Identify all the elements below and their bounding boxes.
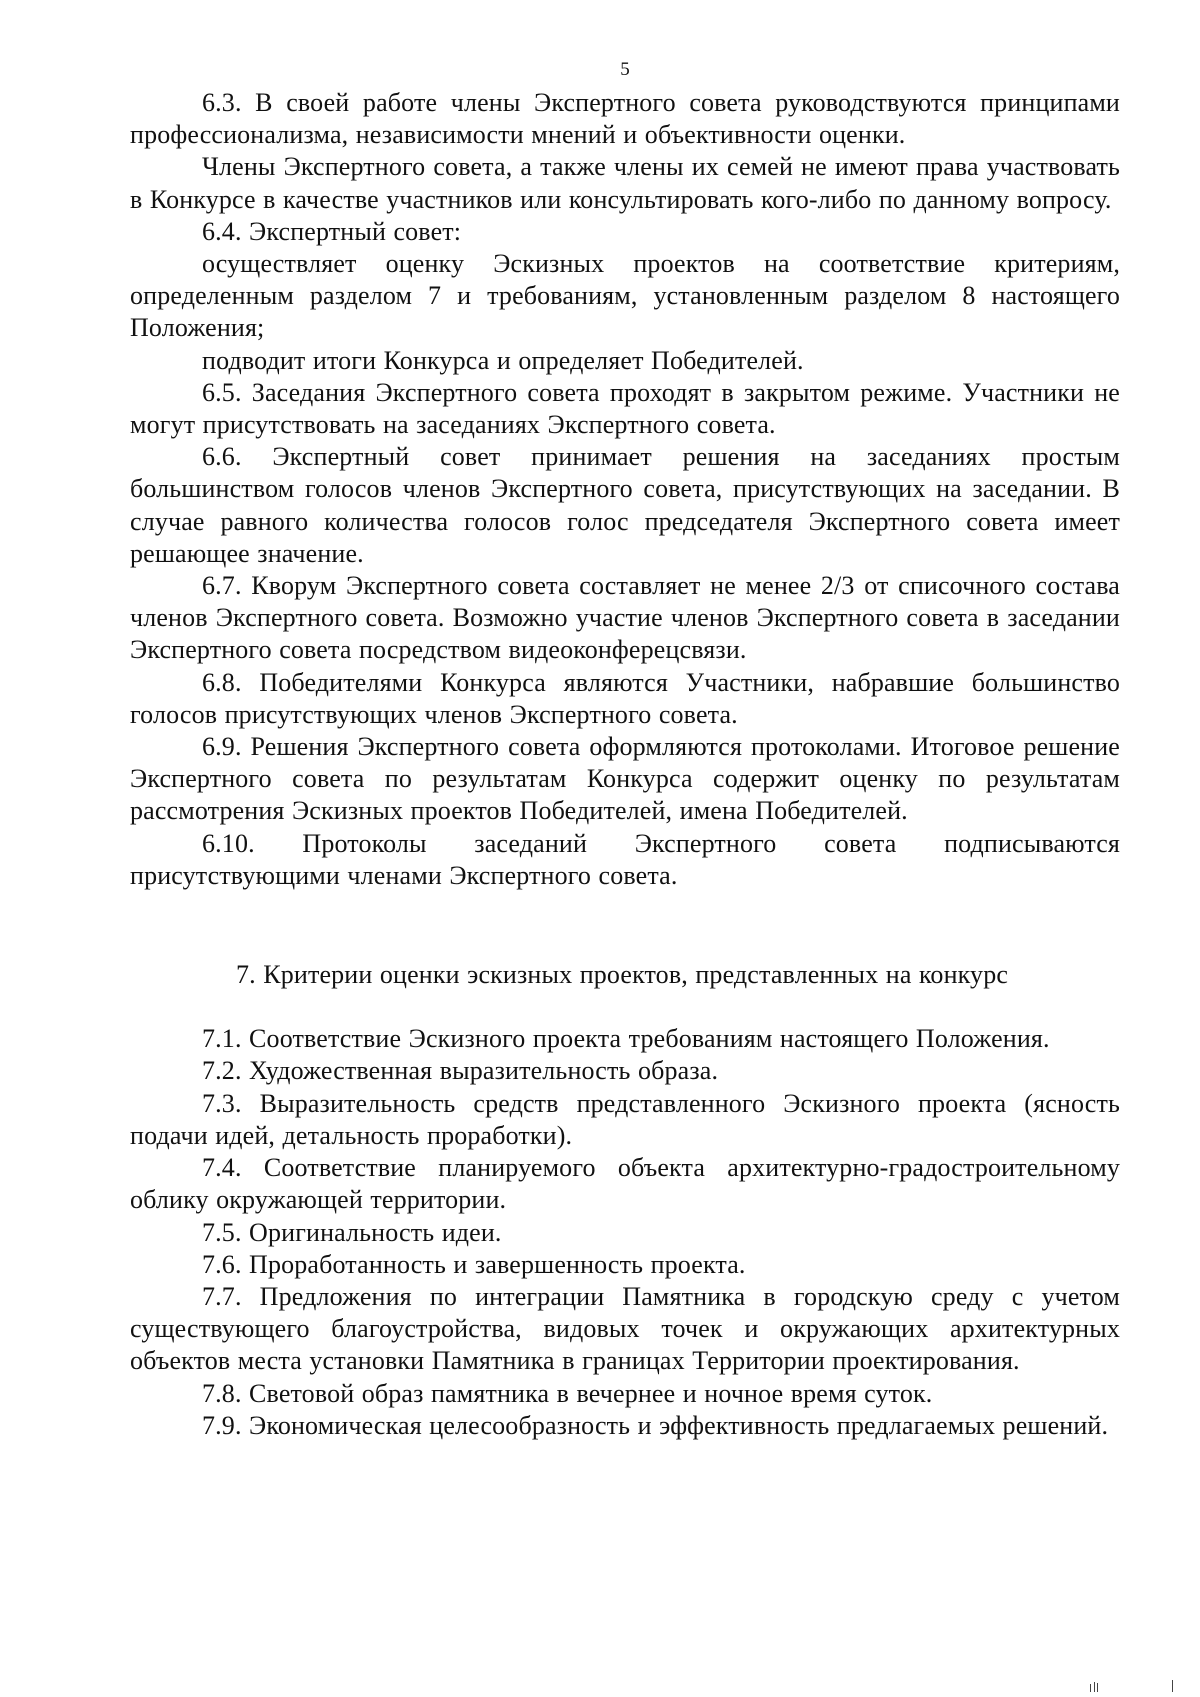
spacer [130,991,1120,1023]
criterion-7-4: 7.4. Соответствие планируемого объекта архитектурно-градостроительному облику окружающей территории. [130,1153,1120,1215]
paragraph-6-9: 6.9. Решения Экспертного совета оформляются протоколами. Итоговое решение Экспертного совета по результатам Конкурса содержит оценку по результатам рассмотрения Эскизных проектов Победителей, имена Победителей. [130,732,1120,826]
paragraph-6-10: 6.10. Протоколы заседаний Экспертного совета подписываются присутствующими членами Экспертного совета. [130,828,1120,890]
criterion-7-5: 7.5. Оригинальность идеи. [202,1217,502,1247]
paragraph-6-3: 6.3. В своей работе члены Экспертного совета руководствуются принципами профессионализма, независимости мнений и объективности оценки. [130,88,1120,150]
scan-artifact [1094,1682,1095,1692]
criterion-7-9: 7.9. Экономическая целесообразность и эффективность предлагаемых решений. [202,1410,1109,1440]
paragraph-6-4-duty-evaluate: осуществляет оценку Эскизных проектов на соответствие критериям, определенным разделом 7 и требованиям, установленным разделом 8 настоящего Положения; [130,249,1120,343]
page-number: 5 [620,59,630,80]
paragraph-6-5: 6.5. Заседания Экспертного совета проходят в закрытом режиме. Участники не могут присутствовать на заседаниях Экспертного совета. [130,377,1120,440]
scan-artifact [1097,1683,1098,1692]
scan-artifact [1172,1680,1173,1692]
paragraph-6-8: 6.8. Победителями Конкурса являются Участники, набравшие большинство голосов присутствующих членов Экспертного совета. [130,667,1120,729]
paragraph-6-3-conflict: Члены Экспертного совета, а также члены их семей не имеют права участвовать в Конкурсе в качестве участников или консультировать кого-либо по данному вопросу. [130,152,1120,214]
paragraph-6-4: 6.4. Экспертный совет: [202,216,462,246]
scan-artifact [1090,1684,1091,1692]
criterion-7-8: 7.8. Световой образ памятника в вечернее и ночное время суток. [202,1378,933,1408]
criterion-7-7: 7.7. Предложения по интеграции Памятника в городскую среду с учетом существующего благоустройства, видовых точек и окружающих архитектурных объектов места установки Памятника в границах Территории проектирования. [130,1281,1120,1376]
criterion-7-3: 7.3. Выразительность средств представленного Эскизного проекта (ясность подачи идей, детальность проработки). [130,1088,1120,1150]
paragraph-6-7: 6.7. Кворум Экспертного совета составляет не менее 2/3 от списочного состава членов Экспертного совета. Возможно участие членов Экспертного совета в заседании Экспертного совета посредством видеоконферецсвязи. [130,571,1120,665]
criterion-7-1: 7.1. Соответствие Эскизного проекта требованиям настоящего Положения. [202,1024,1050,1054]
criterion-7-2: 7.2. Художественная выразительность образа. [202,1056,719,1086]
document-body [130,87,1120,1442]
spacer [130,892,1120,959]
section-7-heading: 7. Критерии оценки эскизных проектов, представленных на конкурс [236,960,1009,990]
criterion-7-6: 7.6. Проработанность и завершенность проекта. [202,1249,746,1279]
paragraph-6-4-duty-results: подводит итоги Конкурса и определяет Победителей. [202,345,804,375]
paragraph-6-6: 6.6. Экспертный совет принимает решения на заседаниях простым большинством голосов членов Экспертного совета, присутствующих на заседании. В случае равного количества голосов голос председателя Экспертного совета имеет решающее значение. [130,442,1120,568]
